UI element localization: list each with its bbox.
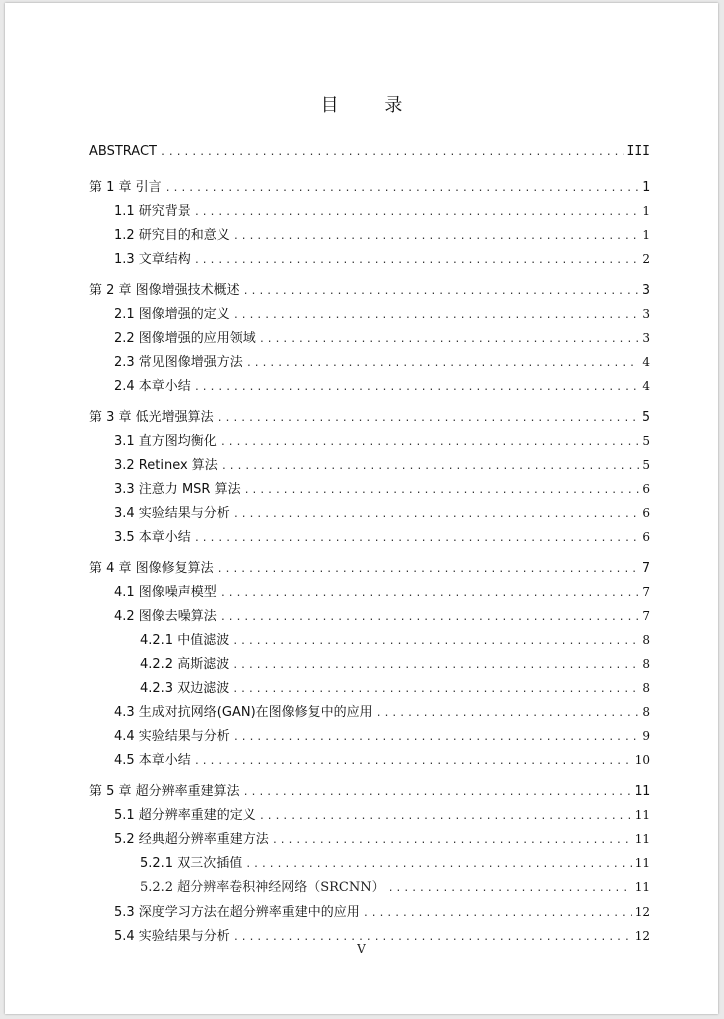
toc-entry-label: 5.2.1 双三次插值 xyxy=(140,856,243,871)
table-of-contents xyxy=(5,3,718,1014)
toc-entry-label: 4.3 生成对抗网络(GAN)在图像修复中的应用 xyxy=(114,705,373,720)
toc-entry-section[interactable] xyxy=(114,828,650,846)
dot-leader xyxy=(245,859,632,870)
dot-leader xyxy=(233,231,640,242)
toc-entry-page: 1 xyxy=(642,204,650,218)
toc-entry-section[interactable] xyxy=(114,351,650,369)
toc-entry-page: 7 xyxy=(642,561,650,576)
dot-leader xyxy=(246,358,640,369)
toc-entry-page: 3 xyxy=(642,331,650,345)
toc-entry-section[interactable] xyxy=(114,749,650,767)
toc-entry-page: 6 xyxy=(642,482,650,496)
toc-entry-label: 3.4 实验结果与分析 xyxy=(114,506,230,521)
toc-entry-label: 2.4 本章小结 xyxy=(114,379,191,394)
toc-entry-label: 第 2 章 图像增强技术概述 xyxy=(89,283,240,298)
toc-entry-label: ABSTRACT xyxy=(89,144,157,159)
toc-entry-page: 8 xyxy=(642,633,650,647)
dot-leader xyxy=(194,207,640,218)
toc-entry-section[interactable] xyxy=(114,224,650,242)
toc-entry-subsection[interactable] xyxy=(140,629,650,647)
toc-entry-page: 1 xyxy=(642,228,650,242)
toc-entry-label: 1.3 文章结构 xyxy=(114,252,191,267)
toc-entry-subsection[interactable] xyxy=(140,677,650,695)
toc-entry-label: 第 4 章 图像修复算法 xyxy=(89,561,214,576)
toc-entry-section[interactable] xyxy=(114,901,650,919)
page-number: V xyxy=(357,942,366,956)
toc-entry-section[interactable] xyxy=(114,303,650,321)
toc-entry-section[interactable] xyxy=(114,925,650,943)
toc-entry-label: 4.5 本章小结 xyxy=(114,753,191,768)
toc-entry-page: 8 xyxy=(642,657,650,671)
dot-leader xyxy=(232,636,639,647)
toc-entry-label: 2.2 图像增强的应用领域 xyxy=(114,331,256,346)
toc-entry-section[interactable] xyxy=(114,502,650,520)
toc-entry-page: 1 xyxy=(642,180,650,195)
dot-leader xyxy=(232,660,639,671)
dot-leader xyxy=(220,612,640,623)
toc-entry-page: 6 xyxy=(642,530,650,544)
toc-title: 目 录 xyxy=(320,95,423,116)
toc-entry-page: 9 xyxy=(642,729,650,743)
toc-entry-label: 4.4 实验结果与分析 xyxy=(114,729,230,744)
toc-entry-page: 5 xyxy=(642,434,650,448)
toc-entry-page: 7 xyxy=(642,585,650,599)
toc-entry-page: 11 xyxy=(634,880,650,894)
toc-entry-section[interactable] xyxy=(114,605,650,623)
toc-entry-page: 7 xyxy=(642,609,650,623)
dot-leader xyxy=(221,461,640,472)
dot-leader xyxy=(376,708,640,719)
toc-entry-page: 10 xyxy=(634,753,650,767)
toc-entry-page: III xyxy=(626,144,650,159)
toc-entry-page: 11 xyxy=(634,856,650,870)
toc-entry-section[interactable] xyxy=(114,804,650,822)
toc-entry-label: 4.2.2 高斯滤波 xyxy=(140,657,230,672)
dot-leader xyxy=(244,485,640,496)
dot-leader xyxy=(243,787,632,798)
toc-entry-label: 3.5 本章小结 xyxy=(114,530,191,545)
dot-leader xyxy=(220,437,640,448)
toc-entry-label: 第 5 章 超分辨率重建算法 xyxy=(89,784,240,799)
toc-entry-page: 11 xyxy=(634,832,650,846)
toc-entry-label: 第 1 章 引言 xyxy=(89,180,162,195)
toc-entry-label: 4.2.3 双边滤波 xyxy=(140,681,230,696)
toc-entry-page: 4 xyxy=(642,379,650,393)
toc-entry-label: 4.2.1 中值滤波 xyxy=(140,633,230,648)
toc-entry-page: 3 xyxy=(642,307,650,321)
dot-leader xyxy=(259,811,632,822)
toc-entry-section[interactable] xyxy=(114,454,650,472)
toc-entry-section[interactable] xyxy=(114,526,650,544)
toc-entry-subsection[interactable] xyxy=(140,852,650,870)
dot-leader xyxy=(233,732,640,743)
toc-entry-page: 3 xyxy=(642,283,650,298)
toc-entry-page: 5 xyxy=(642,410,650,425)
toc-entry-chapter[interactable] xyxy=(89,780,650,798)
toc-entry-page: 2 xyxy=(642,252,650,266)
toc-entry-section[interactable] xyxy=(114,581,650,599)
dot-leader xyxy=(165,183,640,194)
toc-entry-abstract[interactable] xyxy=(89,144,650,162)
dot-leader xyxy=(194,382,640,393)
toc-entry-label: 4.2 图像去噪算法 xyxy=(114,609,217,624)
dot-leader xyxy=(363,908,632,919)
toc-entry-page: 11 xyxy=(634,808,650,822)
toc-entry-section[interactable] xyxy=(114,430,650,448)
toc-entry-chapter[interactable] xyxy=(89,557,650,575)
toc-entry-page: 12 xyxy=(634,905,650,919)
dot-leader xyxy=(388,883,632,894)
toc-entry-chapter[interactable] xyxy=(89,279,650,297)
dot-leader xyxy=(217,413,640,424)
toc-entry-label: 1.2 研究目的和意义 xyxy=(114,228,230,243)
toc-entry-label: 3.2 Retinex 算法 xyxy=(114,458,218,473)
toc-entry-label: 1.1 研究背景 xyxy=(114,204,191,219)
toc-entry-label: 5.2 经典超分辨率重建方法 xyxy=(114,832,269,847)
toc-entry-subsection[interactable] xyxy=(140,876,650,894)
toc-entry-page: 11 xyxy=(634,784,650,799)
dot-leader xyxy=(259,334,640,345)
toc-entry-label: 2.1 图像增强的定义 xyxy=(114,307,230,322)
dot-leader xyxy=(232,684,639,695)
toc-entry-page: 8 xyxy=(642,681,650,695)
toc-entry-section[interactable] xyxy=(114,200,650,218)
dot-leader xyxy=(272,835,632,846)
toc-entry-page: 8 xyxy=(642,705,650,719)
toc-entry-page: 5 xyxy=(642,458,650,472)
toc-entry-page: 12 xyxy=(634,929,650,943)
toc-entry-section[interactable] xyxy=(114,478,650,496)
dot-leader xyxy=(217,564,640,575)
toc-entry-chapter[interactable] xyxy=(89,406,650,424)
toc-entry-label: 4.1 图像噪声模型 xyxy=(114,585,217,600)
dot-leader xyxy=(243,286,640,297)
dot-leader xyxy=(233,509,640,520)
toc-entry-label: 3.1 直方图均衡化 xyxy=(114,434,217,449)
toc-entry-subsection[interactable] xyxy=(140,653,650,671)
toc-entry-section[interactable] xyxy=(114,327,650,345)
toc-entry-label: 5.3 深度学习方法在超分辨率重建中的应用 xyxy=(114,905,360,920)
dot-leader xyxy=(160,147,624,158)
toc-entry-label: 2.3 常见图像增强方法 xyxy=(114,355,243,370)
toc-entry-label: 5.1 超分辨率重建的定义 xyxy=(114,808,256,823)
toc-entry-page: 6 xyxy=(642,506,650,520)
dot-leader xyxy=(220,588,640,599)
toc-entry-chapter[interactable] xyxy=(89,176,650,194)
dot-leader xyxy=(233,310,640,321)
dot-leader xyxy=(194,255,640,266)
toc-entry-section[interactable] xyxy=(114,725,650,743)
toc-entry-section[interactable] xyxy=(114,248,650,266)
toc-entry-label: 3.3 注意力 MSR 算法 xyxy=(114,482,241,497)
toc-entry-label: 5.2.2 超分辨率卷积神经网络（SRCNN） xyxy=(140,880,385,895)
toc-entry-section[interactable] xyxy=(114,701,650,719)
document-page xyxy=(5,3,718,1014)
dot-leader xyxy=(194,533,640,544)
toc-entry-label: 第 3 章 低光增强算法 xyxy=(89,410,214,425)
toc-entry-section[interactable] xyxy=(114,375,650,393)
toc-entry-label: 5.4 实验结果与分析 xyxy=(114,929,230,944)
dot-leader xyxy=(194,756,632,767)
toc-entry-page: 4 xyxy=(642,355,650,369)
